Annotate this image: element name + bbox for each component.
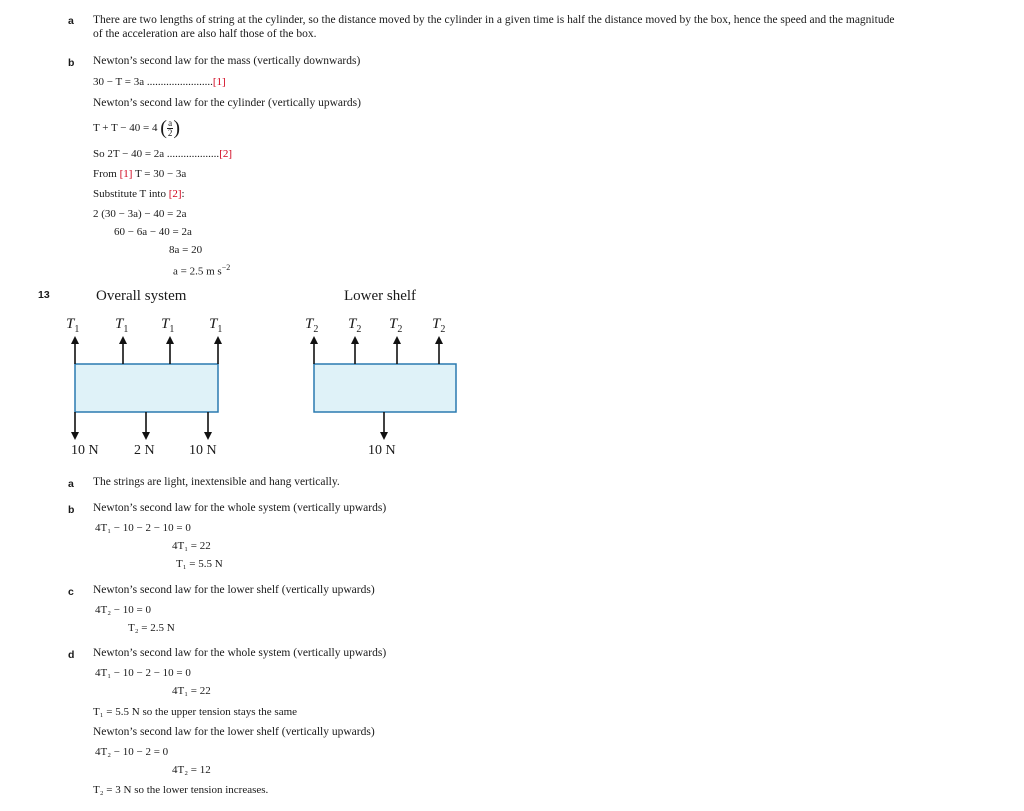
- q13-c-eq-2: T₂ = 2.5 N: [128, 622, 175, 634]
- q13-b-eq-2: 4T₁ = 22: [172, 540, 211, 552]
- t1-symbol: T: [66, 316, 75, 332]
- b-eq-2-ref: [2]: [219, 148, 233, 160]
- q13-d-intro: Newton’s second law for the whole system (vertically upwards): [93, 647, 387, 659]
- fraction-denominator: 2: [167, 128, 173, 138]
- part-a-line-1: There are two lengths of string at the cylinder, so the distance moved by the cylinder in a given time is half the distance moved by the box, hence the speed and the magnitude: [93, 14, 895, 26]
- part-a-line-2: of the acceleration are also half those of the box.: [93, 28, 317, 40]
- t1-subscript: 1: [74, 324, 80, 335]
- b-step-4-exponent: −2: [221, 263, 231, 272]
- b-eq-2-text: So 2T − 40 = 2a ...................: [93, 148, 220, 160]
- lower-shelf-box: [314, 364, 456, 412]
- right-paren: ): [173, 117, 181, 139]
- q13-c-intro: Newton’s second law for the lower shelf (vertically upwards): [93, 584, 375, 596]
- q13-b-eq-1: 4T₁ − 10 − 2 − 10 = 0: [95, 522, 191, 534]
- from-prefix: From: [93, 168, 120, 180]
- q13-part-a-text: The strings are light, inextensible and hang vertically.: [93, 476, 340, 488]
- q13-d-eq-5: 4T₂ = 12: [172, 764, 211, 776]
- q13-d-eq-2: 4T₁ = 22: [172, 685, 211, 697]
- b-step-2: 60 − 6a − 40 = 2a: [114, 226, 192, 238]
- b-intro-mass: Newton’s second law for the mass (vertically downwards): [93, 55, 361, 67]
- q13-b-eq-3: T₁ = 5.5 N: [176, 558, 223, 570]
- q13-part-a-label: a: [68, 478, 74, 490]
- t2-symbol: T: [389, 316, 398, 332]
- b-step-3: 8a = 20: [169, 244, 203, 256]
- t2-symbol: T: [348, 316, 357, 332]
- part-a-label: a: [68, 15, 74, 27]
- q13-b-intro: Newton’s second law for the whole system (vertically upwards): [93, 502, 387, 514]
- q13-part-d-label: d: [68, 649, 75, 661]
- force-label: 10 N: [368, 443, 396, 458]
- t2-symbol: T: [432, 316, 441, 332]
- t2-subscript: 2: [356, 324, 362, 335]
- q13-d-eq-1: 4T₁ − 10 − 2 − 10 = 0: [95, 667, 191, 679]
- force-label: 10 N: [71, 443, 99, 458]
- t1-subscript: 1: [169, 324, 175, 335]
- substitute-ref: [2]: [168, 188, 182, 200]
- q13-d-intro-2: Newton’s second law for the lower shelf (vertically upwards): [93, 726, 375, 738]
- substitute-suffix: :: [181, 188, 185, 200]
- t1-symbol: T: [209, 316, 218, 332]
- q13-c-eq-1: 4T₂ − 10 = 0: [95, 604, 151, 616]
- t1-subscript: 1: [217, 324, 223, 335]
- q13-d-eq-6: T₂ = 3 N so the lower tension increases.: [93, 784, 269, 796]
- b-eq-cylinder-lhs: T + T − 40 = 4: [93, 122, 158, 135]
- t2-subscript: 2: [313, 324, 319, 335]
- overall-system-title: Overall system: [96, 288, 187, 304]
- q13-part-b-label: b: [68, 504, 75, 516]
- q13-d-eq-4: 4T₂ − 10 − 2 = 0: [95, 746, 169, 758]
- q13-d-eq-3: T₁ = 5.5 N so the upper tension stays the same: [93, 706, 298, 718]
- b-eq-1-ref: [1]: [212, 76, 226, 88]
- fraction-numerator: a: [168, 118, 173, 128]
- t2-subscript: 2: [397, 324, 403, 335]
- force-label: 2 N: [134, 443, 155, 458]
- lower-shelf-title: Lower shelf: [344, 288, 417, 304]
- from-equation: T = 30 − 3a: [132, 168, 187, 180]
- t1-symbol: T: [115, 316, 124, 332]
- left-paren: (: [160, 117, 167, 139]
- question-number-13: 13: [38, 289, 50, 301]
- t1-symbol: T: [161, 316, 170, 332]
- t2-symbol: T: [305, 316, 314, 332]
- from-ref: [1]: [119, 168, 133, 180]
- b-step-1: 2 (30 − 3a) − 40 = 2a: [93, 208, 187, 220]
- part-b-label: b: [68, 57, 75, 69]
- t1-subscript: 1: [123, 324, 129, 335]
- substitute-prefix: Substitute T into: [93, 188, 169, 200]
- t2-subscript: 2: [440, 324, 446, 335]
- q13-part-c-label: c: [68, 586, 74, 598]
- b-eq-1-text: 30 − T = 3a ........................: [93, 76, 213, 88]
- force-label: 10 N: [189, 443, 217, 458]
- b-step-4-text: a = 2.5 m s: [173, 265, 222, 278]
- overall-system-box: [75, 364, 218, 412]
- b-intro-cylinder: Newton’s second law for the cylinder (vertically upwards): [93, 97, 361, 109]
